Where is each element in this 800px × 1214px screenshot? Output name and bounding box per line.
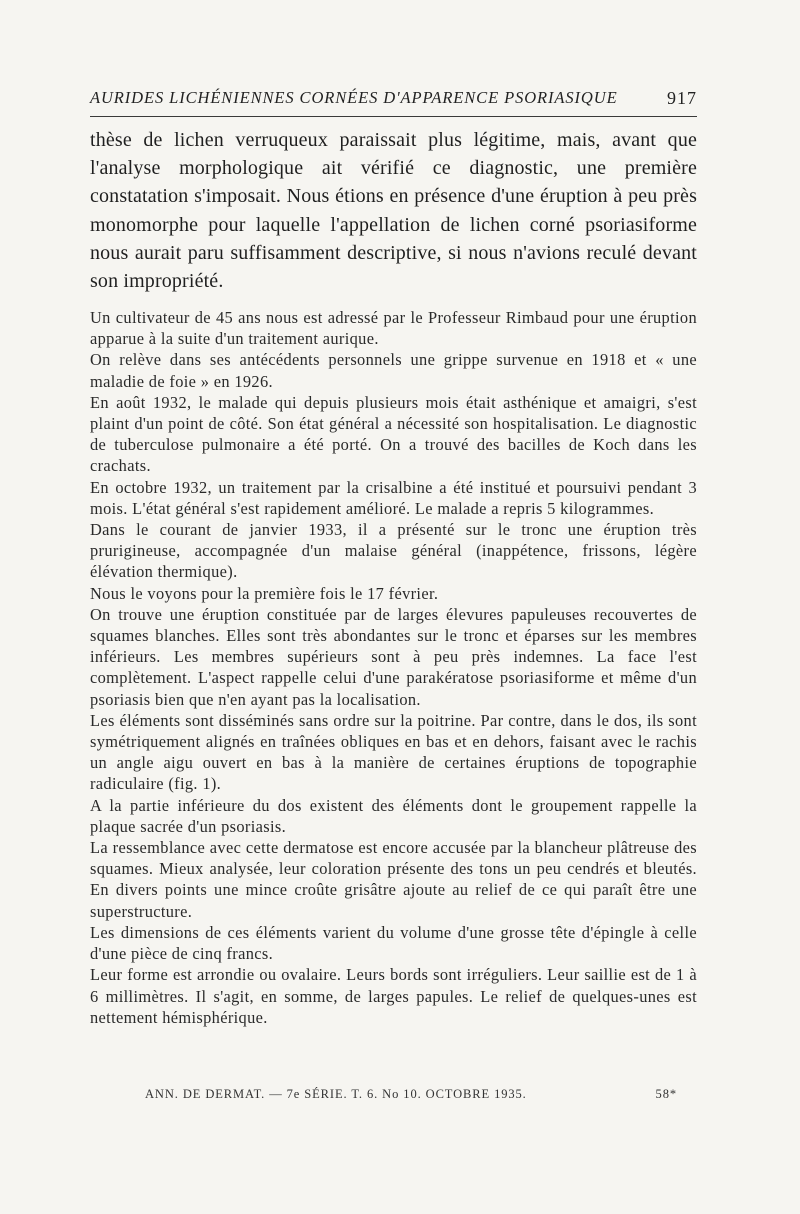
body-paragraph: A la partie inférieure du dos existent des éléments dont le groupement rappelle la plaque sacrée d'un psoriasis. — [90, 795, 697, 836]
body-paragraph: Dans le courant de janvier 1933, il a présenté sur le tronc une éruption très prurigineuse, accompagnée d'un malaise général (inappétence, frissons, légère élévation thermique). — [90, 520, 697, 582]
body-paragraph: En octobre 1932, un traitement par la crisalbine a été institué et poursuivi pendant 3 mois. L'état général s'est rapidement amélioré. Le malade a repris 5 kilogrammes. — [90, 477, 697, 518]
header-rule — [90, 116, 697, 117]
body-paragraph: En août 1932, le malade qui depuis plusieurs mois était asthénique et amaigri, s'est plaint d'un point de côté. Son état général a nécessité son hospitalisation. Le diagnostic de tuberculose pulmonaire a été porté. On a trouvé des bacilles de Koch dans les crachats. — [90, 392, 697, 476]
document-page — [90, 0, 697, 1214]
body-paragraph: Un cultivateur de 45 ans nous est adressé par le Professeur Rimbaud pour une éruption apparue à la suite d'un traitement aurique. — [90, 308, 697, 349]
running-header — [90, 88, 697, 114]
lead-paragraph: thèse de lichen verruqueux paraissait plus légitime, mais, avant que l'analyse morphologique ait vérifié ce diagnostic, une première constatation s'imposait. Nous étions en présence d'une éruption à peu près monomorphe pour laquelle l'appellation de lichen corné psoriasiforme nous aurait paru suffisamment descriptive, si nous n'avions reculé devant son impropriété. — [90, 129, 697, 293]
case-report-body — [90, 307, 697, 1028]
lead-text-block — [90, 126, 697, 295]
body-paragraph: La ressemblance avec cette dermatose est encore accusée par la blancheur plâtreuse des squames. Mieux analysée, leur coloration présente des tons un peu cendrés et bleutés. En divers points une mince croûte grisâtre ajoute au relief de ce qui paraît être une superstructure. — [90, 838, 697, 921]
journal-citation: ANN. DE DERMAT. — 7e SÉRIE. T. 6. No 10. OCTOBRE 1935. — [145, 1087, 527, 1101]
body-paragraph: On trouve une éruption constituée par de larges élevures papuleuses recouvertes de squames blanches. Elles sont très abondantes sur le tronc et éparses sur les membres inférieurs. Les membres supérieurs sont à peu près indemnes. La face l'est complètement. L'aspect rappelle celui d'une parakératose psoriasiforme et même d'un psoriasis bien que n'en ayant pas la localisation. — [90, 604, 697, 709]
body-paragraph: Nous le voyons pour la première fois le 17 février. — [90, 583, 439, 603]
page-number: 917 — [667, 88, 697, 108]
body-paragraph: Les éléments sont disséminés sans ordre sur la poitrine. Par contre, dans le dos, ils sont symétriquement alignés en traînées obliques en bas et en dehors, faisant avec le rachis un angle aigu ouvert en bas à la manière de certaines éruptions de topographie radiculaire (fig. 1). — [90, 710, 697, 794]
body-paragraph: On relève dans ses antécédents personnels une grippe survenue en 1918 et « une maladie de foie » en 1926. — [90, 350, 697, 391]
body-paragraph: Les dimensions de ces éléments varient du volume d'une grosse tête d'épingle à celle d'une pièce de cinq francs. — [90, 922, 697, 964]
body-paragraph: Leur forme est arrondie ou ovalaire. Leurs bords sont irréguliers. Leur saillie est de 1 à 6 millimètres. Il s'agit, en somme, de larges papules. Le relief de quelques-unes est nettement hémisphérique. — [90, 965, 697, 1027]
running-title: AURIDES LICHÉNIENNES CORNÉES D'APPARENCE PSORIASIQUE — [90, 88, 618, 107]
page-footer — [90, 1087, 697, 1107]
signature-mark: 58* — [655, 1087, 677, 1101]
